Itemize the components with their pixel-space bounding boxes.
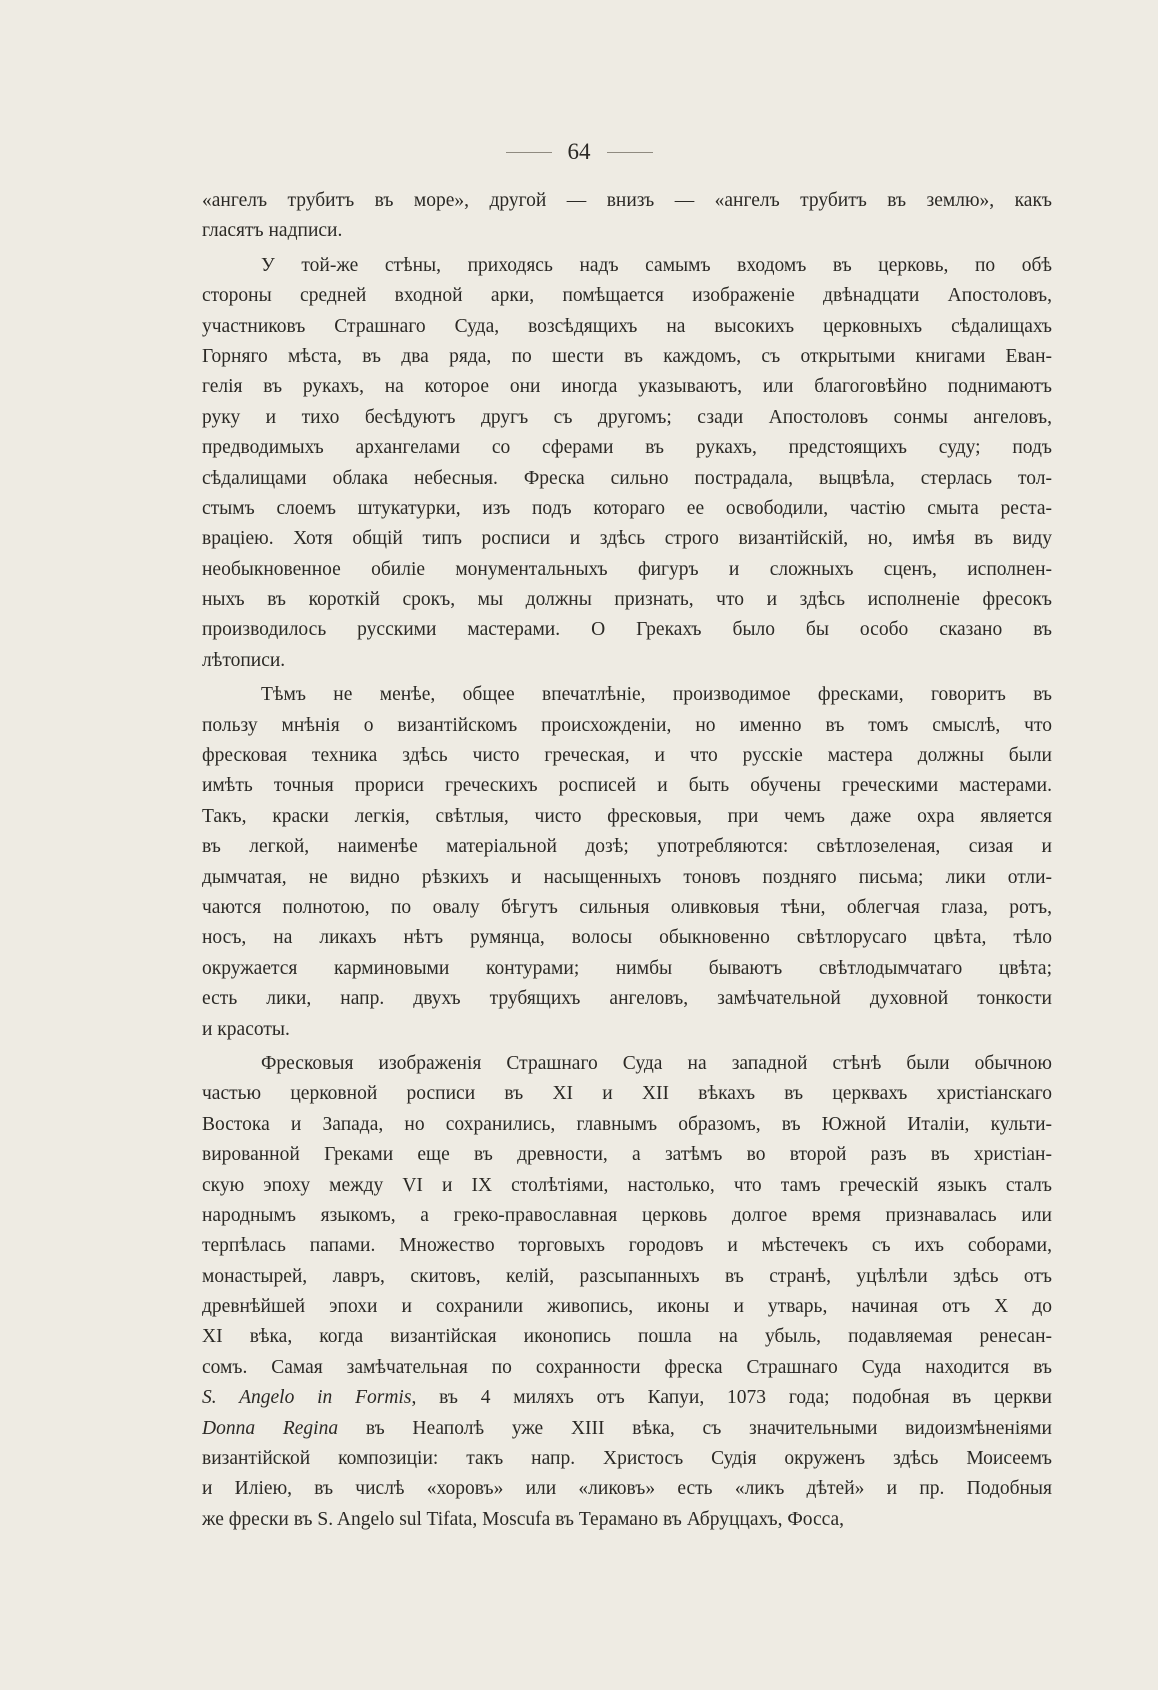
italic-place-name: S. Angelo in Formis xyxy=(202,1387,412,1409)
text-line: сомъ. Самая замѣчательная по сохранности фреска Страшнаго Суда находится въ xyxy=(202,1356,1052,1378)
text-line: монастырей, лавръ, скитовъ, келiй, разсыпанныхъ въ странѣ, уцѣлѣли здѣсь отъ xyxy=(202,1265,1052,1287)
text-line: ныхъ въ короткiй срокъ, мы должны признать, что и здѣсь исполненiе фресокъ xyxy=(202,589,1052,611)
text-line: и красоты. xyxy=(202,1018,290,1040)
text-line: терпѣлась папами. Множество торговыхъ городовъ и мѣстечекъ съ ихъ соборами, xyxy=(202,1235,1052,1257)
text-line: Фресковыя изображенiя Страшнаго Суда на западной стѣнѣ были обычною xyxy=(261,1052,1052,1074)
text-line: участниковъ Страшнаго Суда, возсѣдящихъ на высокихъ церковныхъ сѣдалищахъ xyxy=(202,315,1052,337)
text-line: стороны средней входной арки, помѣщается изображенiе двѣнадцати Апостоловъ, xyxy=(202,285,1052,307)
text-line: гласятъ надписи. xyxy=(202,220,343,242)
text-line: частью церковной росписи въ XI и XII вѣкахъ въ церквахъ христiанскаго xyxy=(202,1083,1052,1105)
page-header xyxy=(0,138,1158,166)
text-line: окружается карминовыми контурами; нимбы бываютъ свѣтлодымчатаго цвѣта; xyxy=(202,957,1052,979)
text-line: «ангелъ трубитъ въ море», другой — внизъ — «ангелъ трубитъ въ землю», какъ xyxy=(202,190,1052,211)
text-line: Востока и Запада, но сохранились, главнымъ образомъ, въ Южной Италiи, культи- xyxy=(202,1113,1052,1135)
paragraph xyxy=(202,186,1052,247)
text-line: скую эпоху между VI и IX столѣтiями, настолько, что тамъ греческiй языкъ сталъ xyxy=(202,1174,1052,1196)
italic-place-name: Donna Regina xyxy=(202,1417,339,1439)
text-line xyxy=(202,1414,1052,1444)
paragraph xyxy=(202,680,1052,1045)
text-line: сѣдалищами облака небесныя. Фреска сильно пострадала, выцвѣла, стерлась тол- xyxy=(202,467,1052,489)
text-line: стымъ слоемъ штукатурки, изъ подъ котораго ее освободили, частiю смыта реста- xyxy=(202,497,1052,519)
text-line: предводимыхъ архангелами со сферами въ рукахъ, предстоящихъ суду; подъ xyxy=(202,437,1052,459)
body-text xyxy=(202,186,1052,1535)
text-line: вированной Греками еще въ древности, а затѣмъ во второй разъ въ христiан- xyxy=(202,1144,1052,1166)
text-line: византiйской композицiи: такъ напр. Христосъ Судiя окруженъ здѣсь Моисеемъ xyxy=(202,1448,1052,1470)
text-line: лѣтописи. xyxy=(202,649,286,671)
text-line: есть лики, напр. двухъ трубящихъ ангеловъ, замѣчательной духовной тонкости xyxy=(202,988,1052,1010)
page-number: 64 xyxy=(567,139,591,164)
text-line: же фрески въ S. Angelo sul Tifata, Moscufa въ Терамано въ Абруццахъ, Фосса, xyxy=(202,1508,845,1530)
header-rule-right xyxy=(607,152,653,153)
line-segment: въ Неаполѣ уже XIII вѣка, съ значительными видоизмѣненiями xyxy=(338,1417,1052,1439)
text-line: необыкновенное обилiе монументальныхъ фигуръ и сложныхъ сценъ, исполнен- xyxy=(202,558,1052,580)
text-line: фресковая техника здѣсь чисто греческая, и что русскiе мастера должны были xyxy=(202,745,1052,767)
paragraph xyxy=(202,251,1052,676)
text-line: гелiя въ рукахъ, на которое они иногда указываютъ, или благоговѣйно поднимаютъ xyxy=(202,376,1052,398)
text-line: и Илiею, въ числѣ «хоровъ» или «ликовъ» есть «ликъ дѣтей» и пр. Подобныя xyxy=(202,1478,1052,1500)
text-line: носъ, на ликахъ нѣтъ румянца, волосы обыкновенно свѣтлорусаго цвѣта, тѣло xyxy=(202,927,1052,949)
text-line: пользу мнѣнiя о византiйскомъ происхожденiи, но именно въ томъ смыслѣ, что xyxy=(202,714,1052,736)
text-line: Такъ, краски легкiя, свѣтлыя, чисто фресковыя, при чемъ даже охра является xyxy=(202,805,1052,827)
text-line: Тѣмъ не менѣе, общее впечатлѣнiе, производимое фресками, говоритъ въ xyxy=(261,684,1052,706)
text-line: руку и тихо бесѣдуютъ другъ съ другомъ; сзади Апостоловъ сонмы ангеловъ, xyxy=(202,406,1052,428)
text-line: въ легкой, наименѣе матерiальной дозѣ; употребляются: свѣтлозеленая, сизая и xyxy=(202,836,1052,858)
text-line xyxy=(202,1383,1052,1413)
text-line: дымчатая, не видно рѣзкихъ и насыщенныхъ тоновъ поздняго письма; лики отли- xyxy=(202,866,1052,888)
line-segment: , въ 4 миляхъ отъ Капуи, 1073 года; подобная въ церкви xyxy=(411,1387,1052,1409)
header-rule-left xyxy=(506,152,552,153)
text-line: народнымъ языкомъ, а греко-православная церковь долгое время признавалась или xyxy=(202,1204,1052,1226)
text-line: производилось русскими мастерами. О Грекахъ было бы особо сказано въ xyxy=(202,619,1052,641)
paragraph xyxy=(202,1049,1052,1535)
text-line: XI вѣка, когда византiйская иконопись пошла на убыль, подавляемая ренесан- xyxy=(202,1326,1052,1348)
text-line: имѣть точныя прориси греческихъ росписей и быть обучены греческими мастерами. xyxy=(202,775,1052,797)
text-line: Горняго мѣста, въ два ряда, по шести въ каждомъ, съ открытыми книгами Еван- xyxy=(202,345,1052,367)
text-line: У той-же стѣны, приходясь надъ самымъ входомъ въ церковь, по обѣ xyxy=(261,254,1052,276)
text-line: врацiею. Хотя общiй типъ росписи и здѣсь строго византiйскiй, но, имѣя въ виду xyxy=(202,528,1052,550)
text-line: древнѣйшей эпохи и сохранили живопись, иконы и утварь, начиная отъ X до xyxy=(202,1296,1052,1318)
text-line: чаются полнотою, по овалу бѣгутъ сильныя оливковыя тѣни, облегчая глаза, ротъ, xyxy=(202,896,1052,918)
